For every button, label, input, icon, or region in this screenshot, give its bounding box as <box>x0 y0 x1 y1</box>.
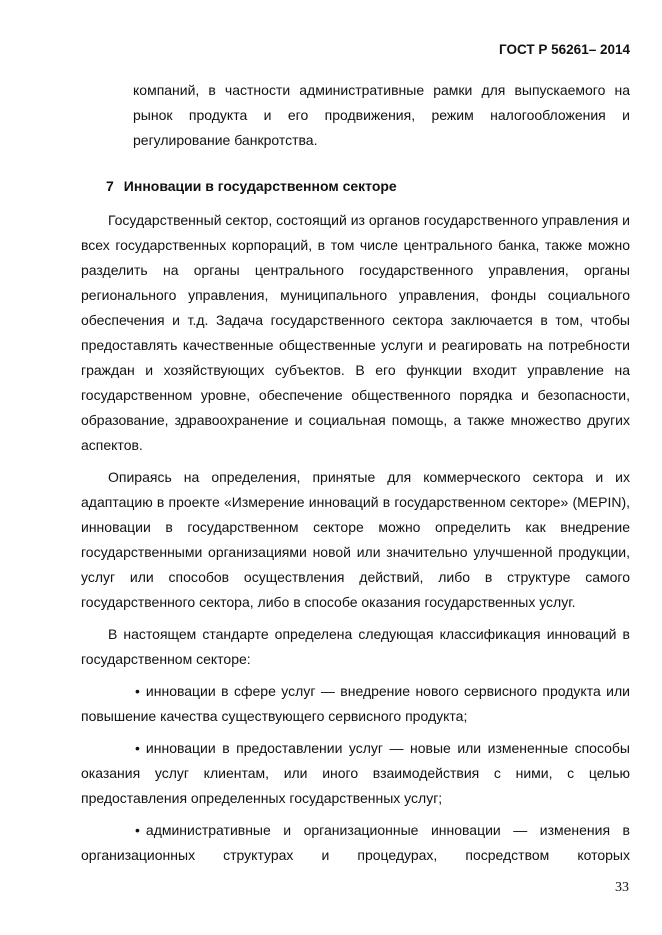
paragraph: Государственный сектор, состоящий из органов государственного управления и всех государственных корпораций, в том числе центрального банка, также можно разделить на органы центрального государственного управления, органы регионального управления, муниципального управления, фонды социального обеспечения и т.д. Задача государственного сектора заключается в том, чтобы предоставлять качественные общественные услуги и реагировать на потребности граждан и хозяйствующих субъектов. В его функции входит управление на государственном уровне, обеспечение общественного порядка и безопасности, образование, здравоохранение и социальная помощь, а также множество других аспектов. <box>81 212 630 453</box>
section-number: 7 <box>106 178 114 194</box>
page-number: 33 <box>615 880 629 895</box>
bullet-icon: • <box>135 683 140 699</box>
standard-id: ГОСТ Р 56261– 2014 <box>499 42 630 57</box>
section-body <box>81 208 630 875</box>
document-header <box>499 42 630 57</box>
bullet-icon: • <box>135 822 140 838</box>
paragraph: Опираясь на определения, принятые для коммерческого сектора и их адаптацию в проекте «Измерение инноваций в государственном секторе» (MEPIN), инновации в государственном секторе можно определить как внедрение государственными организациями новой или значительно улучшенной продукции, услуг или способов осуществления действий, либо в структуре самого государственного сектора, либо в способе оказания государственных услуг. <box>81 469 630 610</box>
section-heading <box>106 175 397 197</box>
bullet-text: административные и организационные инновации — изменения в организационных структурах и процедурах, посредством которых <box>81 822 630 863</box>
bullet-text: инновации в предоставлении услуг — новые или измененные способы оказания услуг клиентам, или иного взаимодействия с ними, с целью предоставления определенных государственных услуг; <box>81 740 630 806</box>
bullet-text: инновации в сфере услуг — внедрение нового сервисного продукта или повышение качества существующего сервисного продукта; <box>81 683 630 724</box>
intro-text: компаний, в частности административные рамки для выпускаемого на рынок продукта и его продвижения, режим налогообложения и регулирование банкротства. <box>133 82 630 148</box>
intro-continuation <box>133 78 630 153</box>
section-title: Инновации в государственном секторе <box>123 178 397 194</box>
bullet-item <box>81 818 630 868</box>
paragraph: В настоящем стандарте определена следующая классификация инноваций в государственном секторе: <box>81 626 630 667</box>
bullet-item <box>81 679 630 729</box>
bullet-icon: • <box>135 740 140 756</box>
bullet-item <box>81 736 630 811</box>
